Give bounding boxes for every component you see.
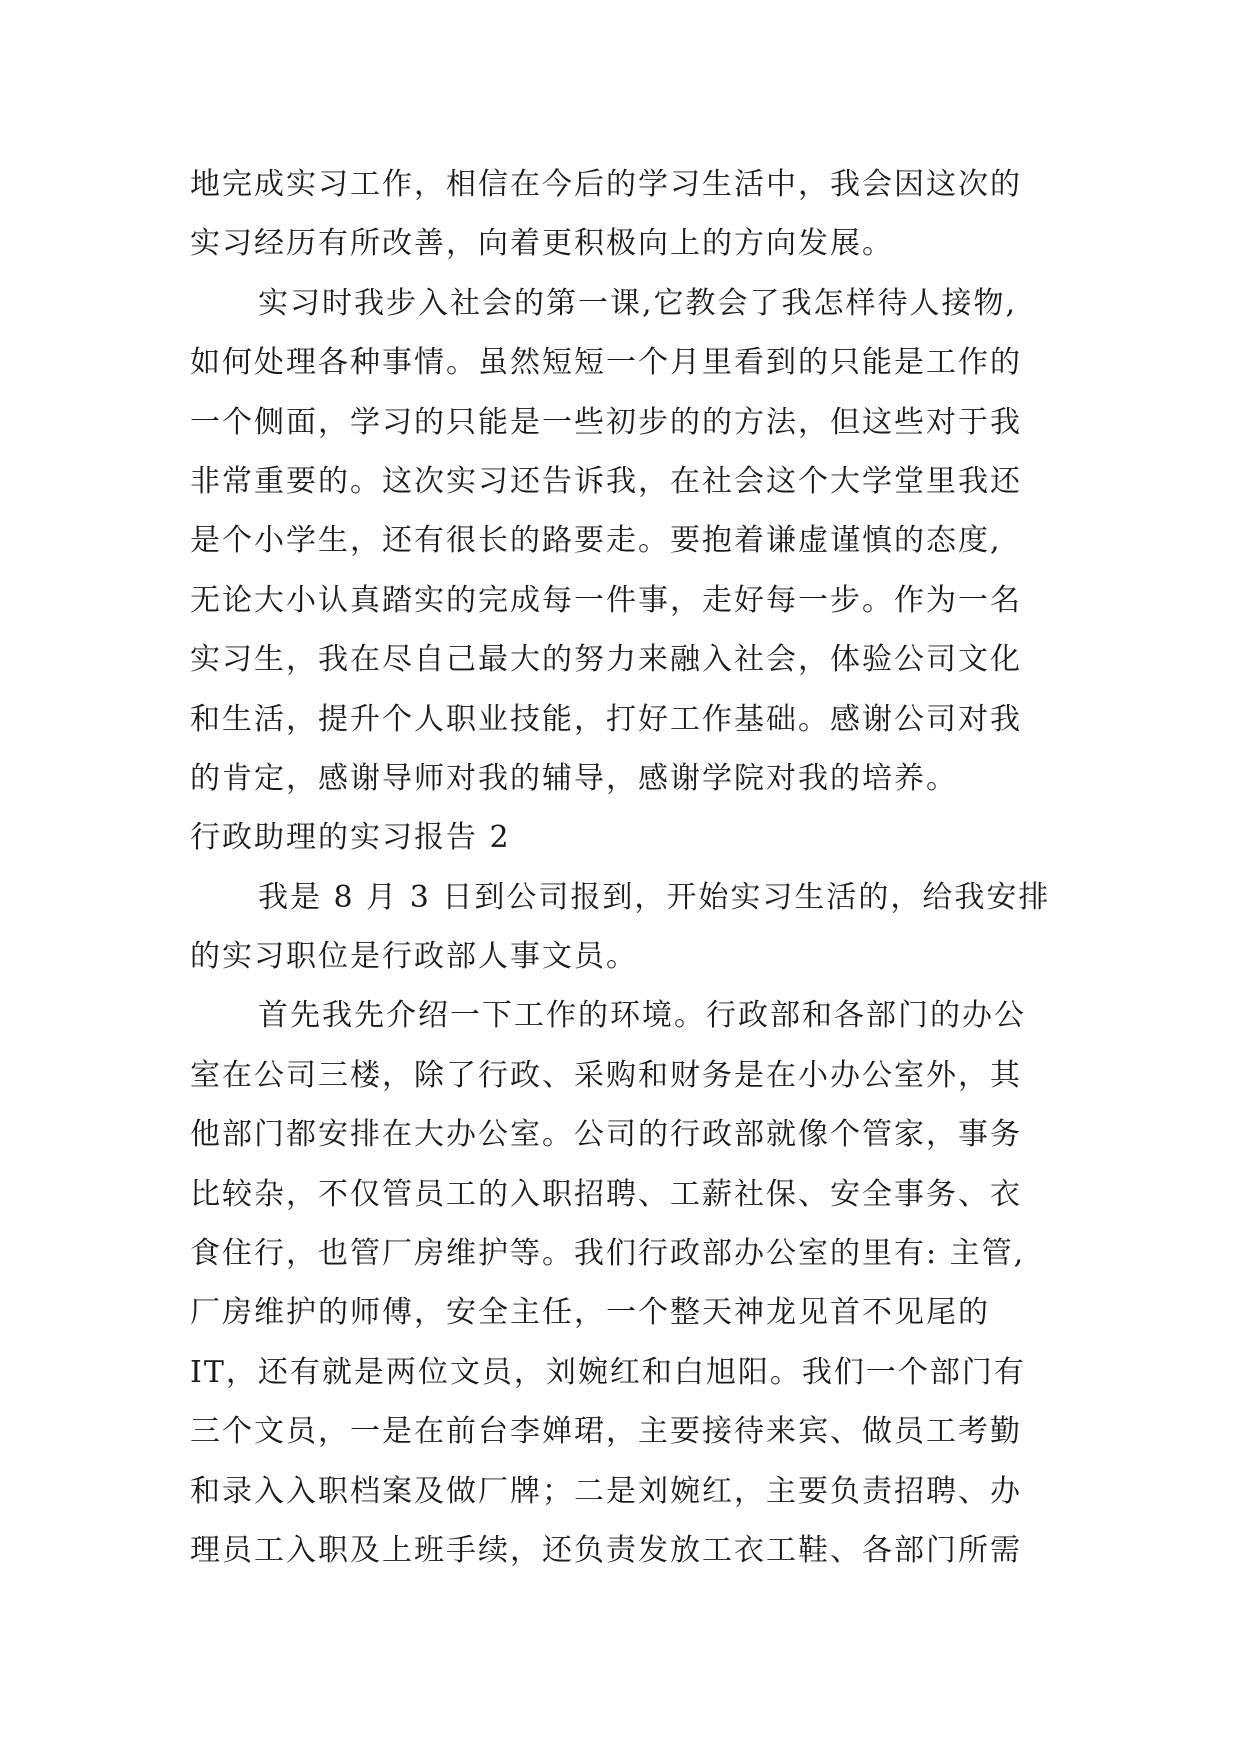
text-line: 食住行，也管厂房维护等。我们行政部办公室的里有: 主管, xyxy=(190,1236,1026,1272)
text-line: 行政助理的实习报告 2 xyxy=(190,820,511,856)
text-line: 地完成实习工作，相信在今后的学习生活中，我会因这次的 xyxy=(190,167,1022,202)
text-line: 首先我先介绍一下工作的环境。行政部和各部门的办公 xyxy=(258,998,1026,1034)
text-line: 的肯定，感谢导师对我的辅导，感谢学院对我的培养。 xyxy=(190,760,958,796)
text-line: 无论大小认真踏实的完成每一件事，走好每一步。作为一名 xyxy=(190,582,1022,618)
text-line: 理员工入职及上班手续，还负责发放工衣工鞋、各部门所需 xyxy=(190,1532,1022,1568)
text-line: 实习经历有所改善，向着更积极向上的方向发展。 xyxy=(190,226,894,262)
text-line: 室在公司三楼，除了行政、采购和财务是在小办公室外，其 xyxy=(190,1057,1022,1093)
text-line: 非常重要的。这次实习还告诉我，在社会这个大学堂里我还 xyxy=(190,463,1022,499)
text-line: IT，还有就是两位文员，刘婉红和白旭阳。我们一个部门有 xyxy=(190,1354,1026,1390)
text-line: 我是 8 月 3 日到公司报到，开始实习生活的，给我安排 xyxy=(258,879,1051,915)
text-line: 实习时我步入社会的第一课,它教会了我怎样待人接物, xyxy=(258,285,1018,321)
text-line: 他部门都安排在大办公室。公司的行政部就像个管家，事务 xyxy=(190,1117,1022,1153)
text-line: 一个侧面，学习的只能是一些初步的的方法，但这些对于我 xyxy=(190,404,1022,440)
text-line: 和生活，提升个人职业技能，打好工作基础。感谢公司对我 xyxy=(190,701,1022,737)
text-line: 三个文员，一是在前台李婵珺，主要接待来宾、做员工考勤 xyxy=(190,1414,1022,1450)
text-line: 如何处理各种事情。虽然短短一个月里看到的只能是工作的 xyxy=(190,345,1022,381)
text-line: 比较杂，不仅管员工的入职招聘、工薪社保、安全事务、衣 xyxy=(190,1176,1022,1212)
document-body xyxy=(190,155,1070,1580)
text-line: 的实习职位是行政部人事文员。 xyxy=(190,939,638,975)
text-line: 厂房维护的师傅，安全主任，一个整天神龙见首不见尾的 xyxy=(190,1295,990,1331)
text-line: 和录入入职档案及做厂牌；二是刘婉红，主要负责招聘、办 xyxy=(190,1473,1022,1509)
text-line: 实习生，我在尽自己最大的努力来融入社会，体验公司文化 xyxy=(190,642,1022,678)
text-line: 是个小学生，还有很长的路要走。要抱着谦虚谨慎的态度, xyxy=(190,523,1002,559)
